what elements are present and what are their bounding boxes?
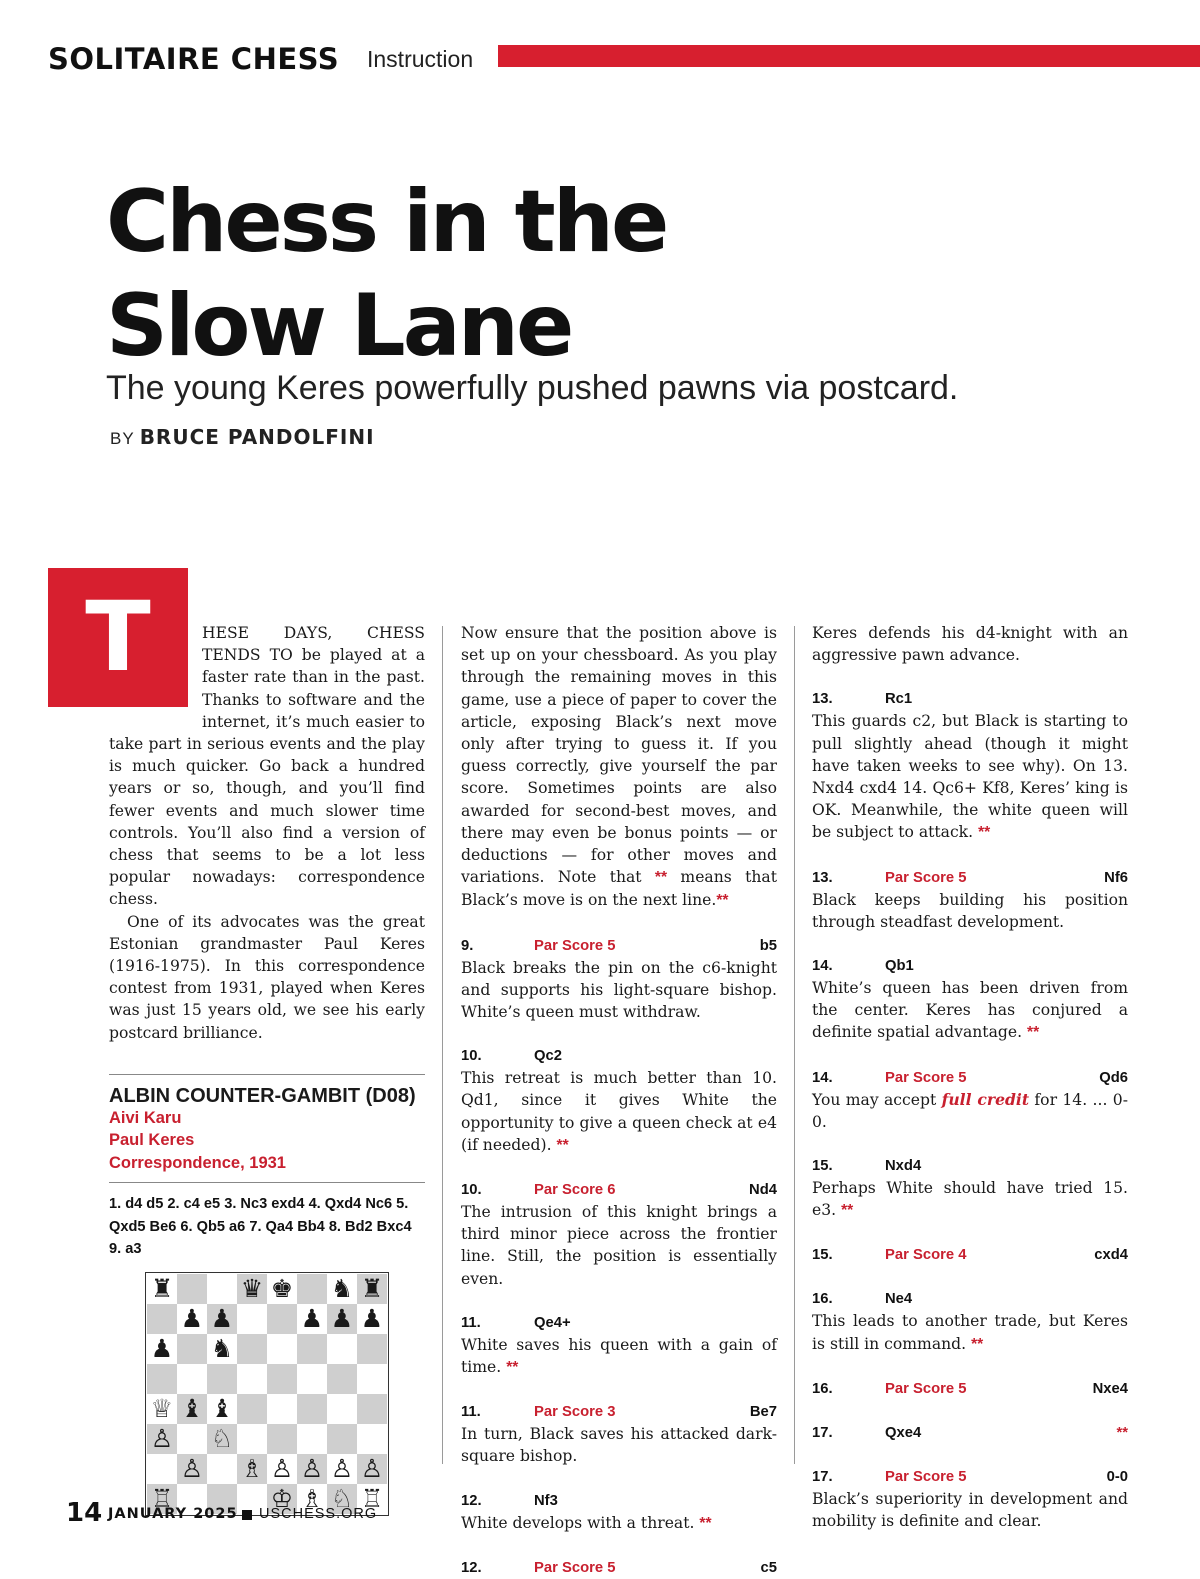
board-square xyxy=(177,1334,207,1364)
game-opening: ALBIN COUNTER-GAMBIT (D08) xyxy=(109,1084,416,1107)
white-move: Rc1 xyxy=(885,691,913,708)
move-comment xyxy=(812,977,1128,1045)
lead-text: Now ensure that the position above is set up on your chessboard. As you play through the remaining moves in this game, use a piece of paper to cover the article, exposing Black’s next move only after trying to guess it. If you guess correctly, give yourself the par score. Sometimes points are also awarded for second-best moves, and there may even be bonus points — or deductions — for other moves and variations. Note that xyxy=(461,624,777,887)
black-move: c5 xyxy=(760,1559,777,1576)
chess-piece: ♚ xyxy=(267,1274,297,1304)
move-comment xyxy=(812,1310,1128,1355)
intro-paragraph-1: HESE DAYS, CHESS TENDS TO be played at a faster rate than in the past. Thanks to software and the internet, it’s much easier to take part in serious events and the play is much quicker. Go back a hundred years or so, though, and you’ll find fewer events and much slower time controls. You’ll also find a version of chess that seems to be a lot less popular nowadays: correspondence chess. xyxy=(109,624,425,909)
page-header xyxy=(48,40,1200,76)
chess-diagram xyxy=(145,1272,389,1516)
chess-piece: ♟ xyxy=(177,1304,207,1334)
board-square xyxy=(237,1364,267,1394)
lead-end-stars: ** xyxy=(716,892,729,910)
move-header xyxy=(461,1179,777,1201)
move-number: 12. xyxy=(461,1492,482,1509)
move-header xyxy=(461,935,777,957)
chess-piece: ♙ xyxy=(357,1454,387,1484)
board-square xyxy=(357,1424,387,1454)
move-header xyxy=(812,867,1128,889)
footer-separator xyxy=(242,1510,252,1520)
lead-tail: means that Black’s move is on the next line. xyxy=(461,868,777,910)
white-move: Qc2 xyxy=(534,1048,562,1065)
white-move: Nxd4 xyxy=(885,1158,922,1175)
board-square xyxy=(297,1364,327,1394)
move-comment xyxy=(461,1067,777,1157)
white-move: Nf3 xyxy=(534,1492,558,1509)
board-square xyxy=(267,1304,297,1334)
board-square xyxy=(297,1274,327,1304)
black-move: Nd4 xyxy=(749,1182,777,1199)
chess-piece: ♙ xyxy=(327,1454,357,1484)
par-score: Par Score 5 xyxy=(534,1559,616,1576)
move-comment xyxy=(812,1177,1128,1222)
black-move: cxd4 xyxy=(1094,1247,1128,1264)
header-accent-bar xyxy=(498,45,1200,67)
move-header xyxy=(812,1155,1128,1177)
chess-piece: ♛ xyxy=(237,1274,267,1304)
column-rule-2 xyxy=(794,626,795,1464)
next-line-marker: ** xyxy=(841,1202,854,1220)
par-score: Par Score 5 xyxy=(885,1380,967,1397)
next-line-marker: ** xyxy=(978,824,991,842)
board-square xyxy=(297,1424,327,1454)
chess-piece: ♔ xyxy=(267,1484,297,1514)
board-square xyxy=(237,1304,267,1334)
move-number: 9. xyxy=(461,937,474,954)
title-line-1: Chess in the xyxy=(106,172,667,272)
chess-piece: ♟ xyxy=(147,1334,177,1364)
black-move: b5 xyxy=(759,937,777,954)
board-square xyxy=(237,1334,267,1364)
move-comment xyxy=(461,1334,777,1379)
move-header xyxy=(461,1490,777,1512)
board-square xyxy=(327,1394,357,1424)
move-comment xyxy=(812,1089,1128,1133)
next-line-marker: ** xyxy=(1027,1024,1040,1042)
chess-piece: ♝ xyxy=(177,1394,207,1424)
chess-piece: ♞ xyxy=(327,1274,357,1304)
board-square xyxy=(357,1364,387,1394)
move-header xyxy=(812,1067,1128,1089)
chess-piece: ♙ xyxy=(147,1424,177,1454)
column-3-lead: Keres defends his d4-knight with an aggressive pawn advance. xyxy=(812,624,1128,665)
chess-piece: ♟ xyxy=(357,1304,387,1334)
comment-text: White’s queen has been driven from the center. Keres has conjured a definite spatial advantage. xyxy=(812,979,1128,1042)
game-moves-block xyxy=(109,1182,425,1261)
comment-text: Perhaps White should have tried 15. e3. xyxy=(812,1179,1128,1220)
comment-text: Black’s superiority in development and mobility is definite and clear. xyxy=(812,1489,1128,1531)
move-number: 11. xyxy=(461,1314,481,1331)
black-move: Nxe4 xyxy=(1092,1380,1128,1397)
board-square xyxy=(267,1394,297,1424)
board-square xyxy=(297,1334,327,1364)
next-line-marker: ** xyxy=(1116,1424,1128,1441)
next-line-marker: ** xyxy=(556,1136,569,1154)
chess-piece: ♖ xyxy=(147,1484,177,1514)
white-move: Qxe4 xyxy=(885,1424,922,1441)
chess-piece: ♕ xyxy=(147,1394,177,1424)
chess-piece: ♙ xyxy=(177,1454,207,1484)
move-number: 17. xyxy=(812,1424,833,1441)
drop-cap: T xyxy=(48,568,188,707)
chess-piece: ♘ xyxy=(327,1484,357,1514)
game-moves: 1. d4 d5 2. c4 e5 3. Nc3 exd4 4. Qxd4 Nc6 5. Qxd5 Be6 6. Qb5 a6 7. Qa4 Bb4 8. Bd2 Bxc4 9. a3 xyxy=(109,1196,412,1258)
comment-text: This leads to another trade, but Keres is still in command. xyxy=(812,1312,1128,1353)
intro-paragraph-2: One of its advocates was the great Estonian grandmaster Paul Keres (1916-1975). In this correspondence contest from 1931, played when Keres was just 15 years old, we see his early postcard brilliance. xyxy=(109,912,425,1042)
move-header xyxy=(461,1045,777,1067)
column-rule-1 xyxy=(442,626,443,1464)
move-number: 10. xyxy=(461,1182,482,1199)
board-square xyxy=(147,1454,177,1484)
chess-piece: ♜ xyxy=(147,1274,177,1304)
full-credit-note: full credit xyxy=(941,1089,1030,1109)
drop-cap-spacer xyxy=(109,622,202,713)
board-square xyxy=(237,1424,267,1454)
move-header xyxy=(812,1378,1128,1400)
move-number: 11. xyxy=(461,1404,481,1421)
chess-piece: ♘ xyxy=(207,1424,237,1454)
move-number: 13. xyxy=(812,691,833,708)
title-line-2: Slow Lane xyxy=(106,276,572,376)
board-square xyxy=(357,1394,387,1424)
move-number: 17. xyxy=(812,1468,833,1485)
comment-text: Black breaks the pin on the c6-knight and supports his light-square bishop. White’s queen must withdraw. xyxy=(461,958,777,1022)
move-number: 14. xyxy=(812,958,833,975)
column-3-moves xyxy=(812,688,1128,1532)
chess-piece: ♟ xyxy=(327,1304,357,1334)
board-square xyxy=(267,1334,297,1364)
move-comment xyxy=(461,1201,777,1290)
column-2-lead xyxy=(461,622,777,913)
board-square xyxy=(147,1304,177,1334)
move-comment xyxy=(812,889,1128,933)
column-2-moves xyxy=(461,935,777,1579)
black-move: Be7 xyxy=(749,1404,777,1421)
board-square xyxy=(327,1364,357,1394)
board-square xyxy=(177,1364,207,1394)
move-header xyxy=(812,955,1128,977)
comment-text: White develops with a threat. xyxy=(461,1513,695,1532)
comment-text: This retreat is much better than 10. Qd1, since it gives White the opportunity to give a queen check at e4 (if needed). xyxy=(461,1069,777,1154)
move-comment xyxy=(461,1423,777,1467)
next-line-marker: ** xyxy=(971,1335,984,1353)
site-url: USCHESS.ORG xyxy=(259,1506,378,1522)
board-square xyxy=(357,1334,387,1364)
white-move: Qe4+ xyxy=(534,1314,571,1331)
chess-piece: ♗ xyxy=(237,1454,267,1484)
white-move: Qb1 xyxy=(885,958,914,975)
par-score: Par Score 5 xyxy=(885,1468,967,1485)
board-square xyxy=(327,1334,357,1364)
board-square xyxy=(207,1454,237,1484)
chess-piece: ♟ xyxy=(207,1304,237,1334)
move-header xyxy=(812,688,1128,710)
move-header xyxy=(812,1466,1128,1488)
column-2 xyxy=(461,622,777,1579)
game-event: Correspondence, 1931 xyxy=(109,1153,286,1172)
chess-piece: ♜ xyxy=(357,1274,387,1304)
move-number: 15. xyxy=(812,1247,833,1264)
move-number: 12. xyxy=(461,1559,482,1576)
board-square xyxy=(147,1364,177,1394)
comment-text: This guards c2, but Black is starting to pull slightly ahead (though it might have taken weeks to see why). On 13. Nxd4 cxd4 14. Qc6+ Kf8, Keres’ king is OK. Meanwhile, the white queen will be subject to attack. xyxy=(812,712,1128,842)
comment-text: You may accept xyxy=(812,1090,937,1109)
comment-text: Black keeps building his position through steadfast development. xyxy=(812,890,1128,931)
par-score: Par Score 5 xyxy=(885,869,967,886)
board-square xyxy=(207,1274,237,1304)
board-square xyxy=(327,1424,357,1454)
section-title: SOLITAIRE CHESS xyxy=(48,42,340,76)
move-number: 13. xyxy=(812,869,833,886)
move-number: 10. xyxy=(461,1048,482,1065)
par-score: Par Score 5 xyxy=(885,1069,967,1086)
column-3 xyxy=(812,622,1128,1532)
board-square xyxy=(177,1274,207,1304)
move-header xyxy=(461,1401,777,1423)
board-square xyxy=(297,1394,327,1424)
comment-text: The intrusion of this knight brings a third minor piece across the frontier line. Still, the position is essentially even. xyxy=(461,1203,777,1288)
move-header xyxy=(812,1244,1128,1266)
lead-stars: ** xyxy=(654,869,668,887)
move-number: 15. xyxy=(812,1158,833,1175)
black-move: Qd6 xyxy=(1099,1069,1128,1086)
column-1 xyxy=(109,622,425,1516)
par-score: Par Score 6 xyxy=(534,1182,616,1199)
move-number: 14. xyxy=(812,1069,833,1086)
par-score: Par Score 3 xyxy=(534,1404,616,1421)
chess-piece: ♖ xyxy=(357,1484,387,1514)
board-square xyxy=(207,1364,237,1394)
author-name: BRUCE PANDOLFINI xyxy=(139,425,375,449)
byline xyxy=(110,425,375,450)
comment-text: White saves his queen with a gain of time. xyxy=(461,1335,777,1377)
game-white-player: Aivi Karu xyxy=(109,1108,182,1127)
article-subtitle: The young Keres powerfully pushed pawns via postcard. xyxy=(106,369,959,407)
byline-prefix: BY xyxy=(110,429,135,448)
board-square xyxy=(267,1364,297,1394)
move-header xyxy=(812,1422,1128,1444)
game-black-player: Paul Keres xyxy=(109,1131,195,1150)
black-move: Nf6 xyxy=(1104,869,1128,886)
issue-date: JANUARY 2025 xyxy=(108,1506,238,1522)
chess-piece: ♟ xyxy=(297,1304,327,1334)
game-header xyxy=(109,1074,425,1261)
par-score: Par Score 5 xyxy=(534,937,616,954)
move-comment xyxy=(461,957,777,1024)
white-move: Ne4 xyxy=(885,1291,913,1308)
chess-piece: ♗ xyxy=(297,1484,327,1514)
black-move: 0-0 xyxy=(1106,1468,1128,1485)
move-header xyxy=(812,1288,1128,1310)
article-title xyxy=(106,170,666,378)
chess-piece: ♝ xyxy=(207,1394,237,1424)
next-line-marker: ** xyxy=(506,1359,519,1377)
chess-piece: ♞ xyxy=(207,1334,237,1364)
move-comment xyxy=(461,1512,777,1535)
move-number: 16. xyxy=(812,1291,833,1308)
chess-piece: ♙ xyxy=(297,1454,327,1484)
move-header xyxy=(461,1312,777,1334)
comment-text: In turn, Black saves his attacked dark-square bishop. xyxy=(461,1425,777,1466)
par-score: Par Score 4 xyxy=(885,1247,967,1264)
board-square xyxy=(177,1424,207,1454)
next-line-marker: ** xyxy=(699,1514,712,1532)
comment-text: for 14. ... 0-0. xyxy=(812,1090,1128,1131)
move-header xyxy=(461,1557,777,1579)
board-square xyxy=(237,1394,267,1424)
move-number: 16. xyxy=(812,1380,833,1397)
page-number: 14 xyxy=(66,1498,103,1528)
section-subtitle: Instruction xyxy=(367,46,474,72)
move-comment xyxy=(812,710,1128,844)
move-comment xyxy=(812,1488,1128,1532)
board-square xyxy=(267,1424,297,1454)
chess-piece: ♙ xyxy=(267,1454,297,1484)
